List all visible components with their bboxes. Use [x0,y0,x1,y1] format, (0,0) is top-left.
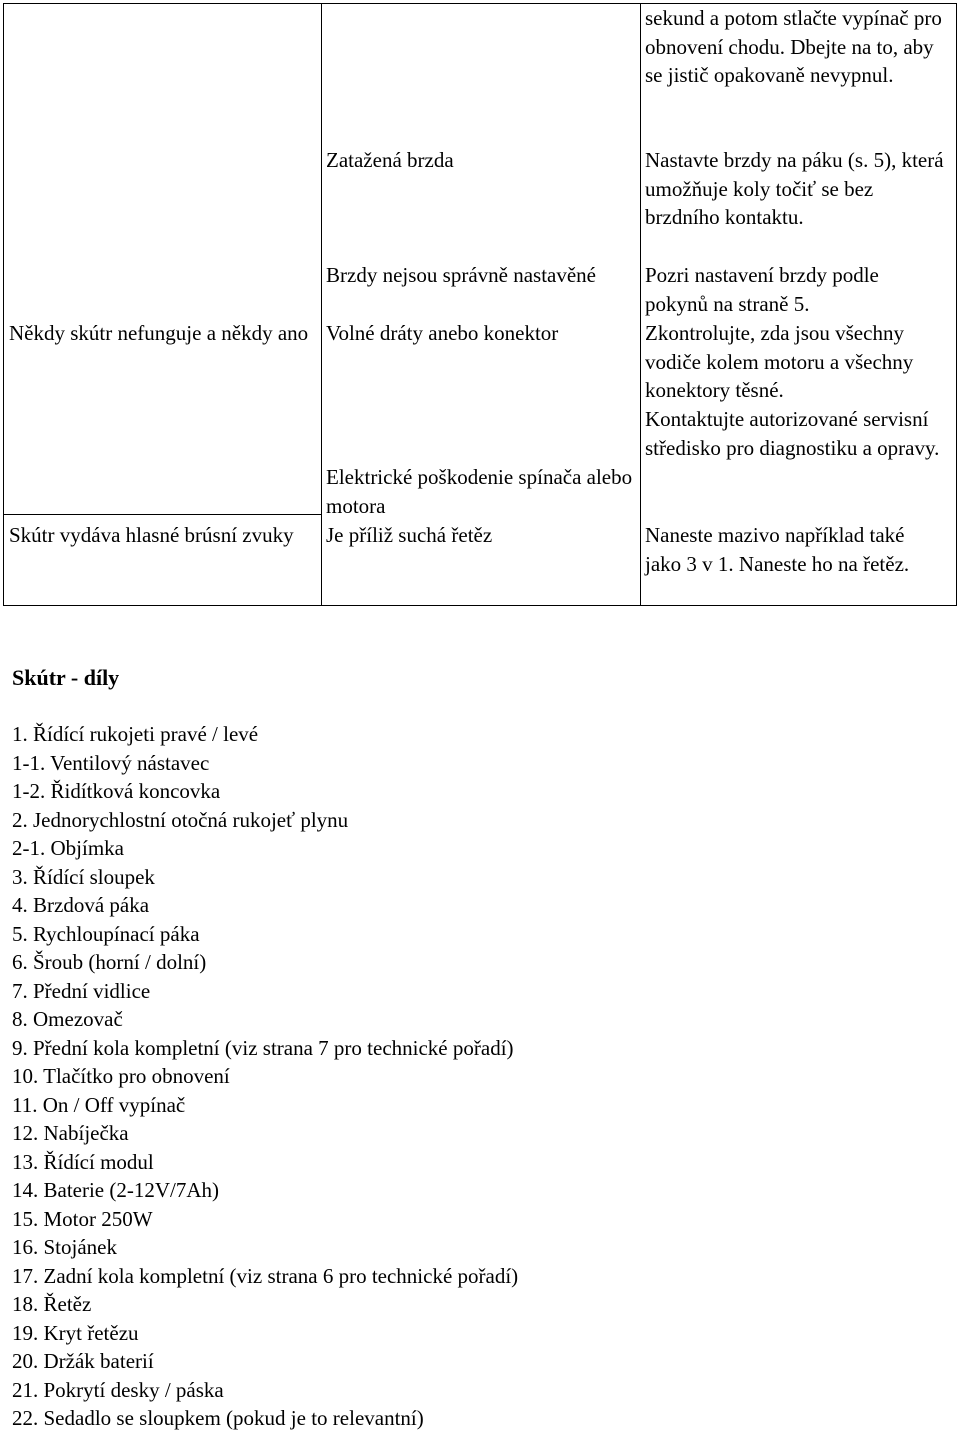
list-item: 14. Baterie (2-12V/7Ah) [12,1178,220,1202]
solution-cell: Zkontrolujte, zda jsou všechny vodiče kolem motoru a všechny konektory těsné. [645,321,914,402]
list-item: 4. Brzdová páka [12,893,150,917]
list-item: 7. Přední vidlice [12,978,151,1003]
list-item: 9. Přední kola kompletní (viz strana 7 pro technické pořadí) [12,1035,514,1060]
list-item: 3. Řídící sloupek [12,864,155,889]
list-item: 10. Tlačítko pro obnovení [12,1064,230,1088]
column-divider-2 [640,4,641,605]
solution-cell: Pozri nastavení brzdy podle pokynů na straně 5. [645,263,879,316]
list-item: 1-1. Ventilový nástavec [12,750,210,775]
symptom-cell: Někdy skútr nefunguje a někdy ano [9,321,309,345]
list-item: 18. Řetěz [12,1292,92,1316]
solution-cell: Kontaktujte autorizované servisní středisko pro diagnostiku a opravy. [645,407,940,460]
list-item: 2. Jednorychlostní otočná rukojeť plynu [12,807,349,832]
list-item: 21. Pokrytí desky / páska [12,1377,224,1402]
list-item: 1-2. Řidítková koncovka [12,779,221,803]
solution-cell: Nastavte brzdy na páku (s. 5), která umožňuje koly točiť se bez brzdního kontaktu. [645,148,944,229]
row-divider [4,514,322,515]
cause-cell: Zatažená brzda [326,148,454,172]
list-item: 11. On / Off vypínač [12,1092,186,1117]
parts-heading: Skútr - díly [12,665,120,690]
list-item: 2-1. Objímka [12,836,124,860]
solution-cell: sekund a potom stlačte vypínač pro obnovení chodu. Dbejte na to, aby se jistič opakovaně nevypnul. [645,6,942,87]
list-item: 12. Nabíječka [12,1121,129,1145]
list-item: 13. Řídící modul [12,1149,154,1174]
cause-cell: Volné dráty anebo konektor [326,321,559,345]
list-item: 8. Omezovač [12,1007,123,1031]
parts-list [12,720,518,1433]
cause-cell: Elektrické poškodenie spínača alebo motora [326,465,633,518]
list-item: 17. Zadní kola kompletní (viz strana 6 pro technické pořadí) [12,1263,519,1288]
list-item: 1. Řídící rukojeti pravé / levé [12,722,259,746]
cause-cell: Je příliž suchá řetěz [326,523,493,547]
list-item: 6. Šroub (horní / dolní) [12,950,207,974]
list-item: 20. Držák baterií [12,1349,154,1373]
list-item: 22. Sedadlo se sloupkem (pokud je to relevantní) [12,1406,424,1430]
cause-cell: Brzdy nejsou správně nastavěné [326,263,596,287]
symptom-cell: Skútr vydáva hlasné brúsní zvuky [9,523,294,547]
list-item: 15. Motor 250W [12,1206,153,1231]
list-item: 5. Rychloupínací páka [12,921,200,946]
solution-cell: Naneste mazivo například také jako 3 v 1. Naneste ho na řetěz. [645,523,910,576]
list-item: 19. Kryt řetězu [12,1320,139,1345]
list-item: 16. Stojánek [12,1235,117,1259]
